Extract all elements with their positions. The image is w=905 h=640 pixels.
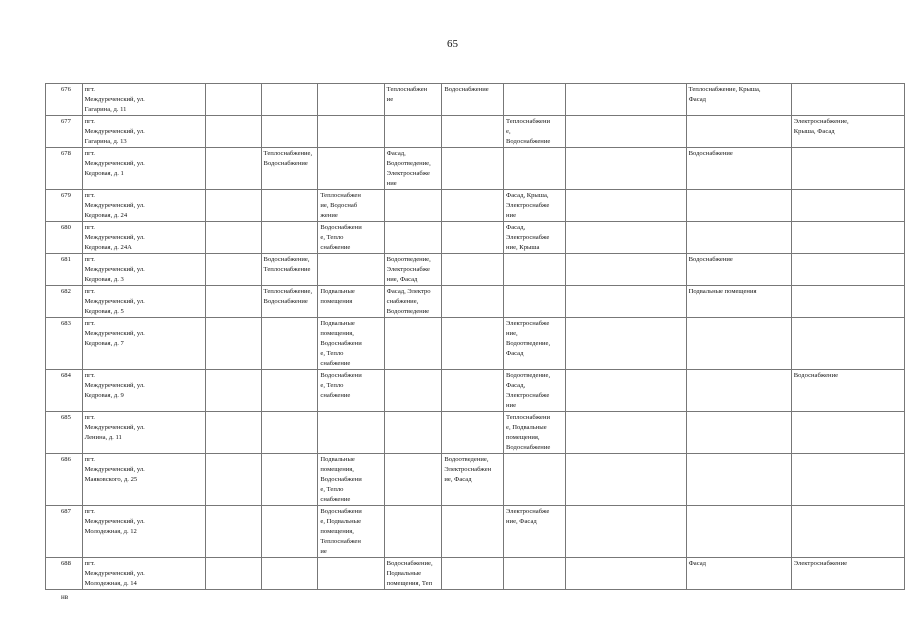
work-type-cell: [384, 370, 442, 412]
work-type-cell: [442, 116, 504, 148]
table-row: [46, 558, 905, 590]
work-type-cell: [686, 190, 791, 222]
row-number-cell: 687: [46, 506, 83, 558]
address-cell: пгт. Междуреченский, ул. Кедровая, д. 7: [82, 318, 206, 370]
work-type-cell: [442, 318, 504, 370]
row-number-cell: 681: [46, 254, 83, 286]
work-type-cell: Фасад, Электро снабжение, Водоотведение: [384, 286, 442, 318]
work-type-cell: [261, 506, 318, 558]
work-type-cell: [565, 254, 686, 286]
work-type-cell: [791, 318, 904, 370]
work-type-cell: [686, 318, 791, 370]
work-type-cell: [206, 286, 261, 318]
work-type-cell: [442, 558, 504, 590]
row-number-cell: 684: [46, 370, 83, 412]
work-type-cell: [206, 412, 261, 454]
work-type-cell: Теплоснабжен ие: [384, 84, 442, 116]
work-type-cell: [318, 84, 384, 116]
work-type-cell: Водоснабжени е, Тепло снабжение: [318, 222, 384, 254]
work-type-cell: [206, 506, 261, 558]
work-type-cell: [565, 370, 686, 412]
row-number-cell: 679: [46, 190, 83, 222]
work-type-cell: [206, 318, 261, 370]
work-type-cell: Электроснабжение: [791, 558, 904, 590]
address-cell: пгт. Междуреченский, ул. Гагарина, д. 11: [82, 84, 206, 116]
footer-mark: нв: [61, 593, 69, 601]
work-type-cell: [206, 84, 261, 116]
work-type-cell: Теплоснабжение, Водоснабжение: [261, 148, 318, 190]
table-row: [46, 148, 905, 190]
address-cell: пгт. Междуреченский, ул. Кедровая, д. 3: [82, 254, 206, 286]
work-type-cell: Электроснабже ние, Водоотведение, Фасад: [504, 318, 566, 370]
work-type-cell: [442, 222, 504, 254]
work-type-cell: [206, 116, 261, 148]
work-type-cell: [791, 84, 904, 116]
work-type-cell: [442, 412, 504, 454]
address-cell: пгт. Междуреченский, ул. Ленина, д. 11: [82, 412, 206, 454]
row-number-cell: 680: [46, 222, 83, 254]
work-type-cell: [504, 286, 566, 318]
work-type-cell: [384, 222, 442, 254]
buildings-table: [45, 83, 905, 590]
work-type-cell: [791, 454, 904, 506]
work-type-cell: [261, 318, 318, 370]
work-type-cell: Фасад, Электроснабже ние, Крыша: [504, 222, 566, 254]
work-type-cell: Водоотведение, Электроснабжен ие, Фасад: [442, 454, 504, 506]
work-type-cell: [504, 84, 566, 116]
row-number-cell: 676: [46, 84, 83, 116]
work-type-cell: [442, 370, 504, 412]
work-type-cell: Теплоснабжение, Крыша, Фасад: [686, 84, 791, 116]
work-type-cell: [686, 370, 791, 412]
work-type-cell: [791, 286, 904, 318]
work-type-cell: Подвальные помещения, Водоснабжени е, Тепло снабжение: [318, 318, 384, 370]
work-type-cell: [261, 412, 318, 454]
work-type-cell: [442, 148, 504, 190]
work-type-cell: [504, 454, 566, 506]
work-type-cell: [261, 116, 318, 148]
work-type-cell: [206, 148, 261, 190]
work-type-cell: Водоотведение, Фасад, Электроснабже ние: [504, 370, 566, 412]
work-type-cell: Водоснабжение: [686, 148, 791, 190]
table-row: [46, 222, 905, 254]
work-type-cell: [384, 116, 442, 148]
work-type-cell: [206, 222, 261, 254]
work-type-cell: [318, 254, 384, 286]
work-type-cell: Теплоснабжение, Водоснабжение: [261, 286, 318, 318]
work-type-cell: Водоотведение, Электроснабже ние, Фасад: [384, 254, 442, 286]
work-type-cell: Электроснабжение, Крыша, Фасад: [791, 116, 904, 148]
address-cell: пгт. Междуреченский, ул. Кедровая, д. 24: [82, 190, 206, 222]
address-cell: пгт. Междуреченский, ул. Кедровая, д. 5: [82, 286, 206, 318]
table-row: [46, 506, 905, 558]
work-type-cell: [791, 190, 904, 222]
work-type-cell: Водоснабжени е, Тепло снабжение: [318, 370, 384, 412]
work-type-cell: [206, 454, 261, 506]
work-type-cell: [206, 558, 261, 590]
address-cell: пгт. Междуреченский, ул. Кедровая, д. 9: [82, 370, 206, 412]
table-row: [46, 412, 905, 454]
work-type-cell: [384, 318, 442, 370]
work-type-cell: [261, 190, 318, 222]
work-type-cell: [565, 318, 686, 370]
address-cell: пгт. Междуреченский, ул. Молодежная, д. 12: [82, 506, 206, 558]
work-type-cell: Водоснабжение: [791, 370, 904, 412]
work-type-cell: Фасад, Крыша, Электроснабже ние: [504, 190, 566, 222]
work-type-cell: Водоснабжение, Теплоснабжение: [261, 254, 318, 286]
address-cell: пгт. Междуреченский, ул. Гагарина, д. 13: [82, 116, 206, 148]
address-cell: пгт. Междуреченский, ул. Кедровая, д. 24А: [82, 222, 206, 254]
work-type-cell: Подвальные помещения: [318, 286, 384, 318]
row-number-cell: 677: [46, 116, 83, 148]
table-row: [46, 370, 905, 412]
work-type-cell: Теплоснабжен ие, Водоснаб жение: [318, 190, 384, 222]
work-type-cell: [565, 286, 686, 318]
work-type-cell: [318, 116, 384, 148]
table-row: [46, 84, 905, 116]
work-type-cell: [686, 454, 791, 506]
work-type-cell: [565, 558, 686, 590]
table-row: [46, 254, 905, 286]
work-type-cell: Фасад, Водоотведение, Электроснабже ние: [384, 148, 442, 190]
page-number: 65: [447, 38, 458, 50]
work-type-cell: [384, 190, 442, 222]
work-type-cell: [206, 254, 261, 286]
work-type-cell: [442, 286, 504, 318]
table-row: [46, 116, 905, 148]
work-type-cell: [384, 454, 442, 506]
table-row: [46, 454, 905, 506]
work-type-cell: [686, 412, 791, 454]
work-type-cell: [384, 506, 442, 558]
work-type-cell: Водоснабжение: [686, 254, 791, 286]
work-type-cell: [686, 506, 791, 558]
work-type-cell: [565, 190, 686, 222]
work-type-cell: Фасад: [686, 558, 791, 590]
work-type-cell: [504, 148, 566, 190]
row-number-cell: 683: [46, 318, 83, 370]
row-number-cell: 686: [46, 454, 83, 506]
work-type-cell: Водоснабжени е, Подвальные помещения, Теплоснабжен ие: [318, 506, 384, 558]
work-type-cell: Теплоснабжени е, Подвальные помещения, Водоснабжение: [504, 412, 566, 454]
work-type-cell: [565, 116, 686, 148]
work-type-cell: Теплоснабжени е, Водоснабжение: [504, 116, 566, 148]
work-type-cell: [565, 222, 686, 254]
work-type-cell: [261, 84, 318, 116]
row-number-cell: 688: [46, 558, 83, 590]
work-type-cell: [504, 558, 566, 590]
work-type-cell: [442, 506, 504, 558]
work-type-cell: [318, 558, 384, 590]
work-type-cell: Водоснабжение, Подвальные помещения, Теп: [384, 558, 442, 590]
work-type-cell: [686, 222, 791, 254]
work-type-cell: [442, 254, 504, 286]
work-type-cell: [261, 454, 318, 506]
work-type-cell: [791, 148, 904, 190]
work-type-cell: [565, 454, 686, 506]
work-type-cell: [318, 412, 384, 454]
work-type-cell: [565, 84, 686, 116]
work-type-cell: [504, 254, 566, 286]
work-type-cell: [384, 412, 442, 454]
work-type-cell: [791, 412, 904, 454]
work-type-cell: Водоснабжение: [442, 84, 504, 116]
work-type-cell: [261, 558, 318, 590]
work-type-cell: [261, 222, 318, 254]
work-type-cell: [791, 222, 904, 254]
work-type-cell: [565, 412, 686, 454]
table-row: [46, 318, 905, 370]
address-cell: пгт. Междуреченский, ул. Кедровая, д. 1: [82, 148, 206, 190]
work-type-cell: [565, 148, 686, 190]
row-number-cell: 682: [46, 286, 83, 318]
table-row: [46, 286, 905, 318]
work-type-cell: [442, 190, 504, 222]
work-type-cell: [565, 506, 686, 558]
work-type-cell: [206, 190, 261, 222]
row-number-cell: 685: [46, 412, 83, 454]
row-number-cell: 678: [46, 148, 83, 190]
work-type-cell: Подвальные помещения, Водоснабжени е, Тепло снабжение: [318, 454, 384, 506]
work-type-cell: [318, 148, 384, 190]
work-type-cell: Подвальные помещения: [686, 286, 791, 318]
work-type-cell: [791, 506, 904, 558]
table-row: [46, 190, 905, 222]
address-cell: пгт. Междуреченский, ул. Молодежная, д. 14: [82, 558, 206, 590]
work-type-cell: [686, 116, 791, 148]
work-type-cell: Электроснабже ние, Фасад: [504, 506, 566, 558]
work-type-cell: [791, 254, 904, 286]
address-cell: пгт. Междуреченский, ул. Маяковского, д. 25: [82, 454, 206, 506]
work-type-cell: [206, 370, 261, 412]
work-type-cell: [261, 370, 318, 412]
